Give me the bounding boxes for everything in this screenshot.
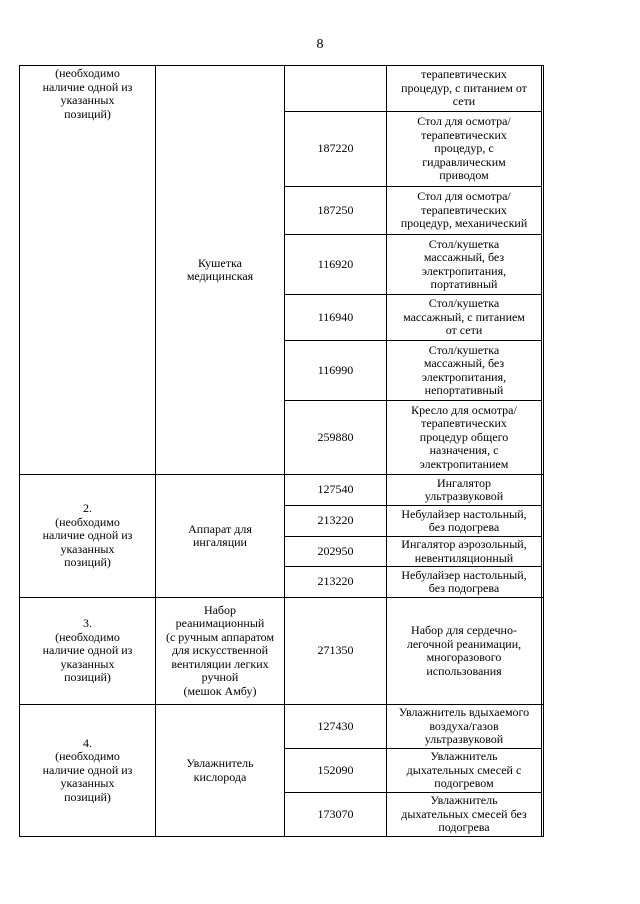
code-cell: 116940 xyxy=(285,295,387,341)
equipment-name-cell: Набор реанимационный (с ручным аппаратом для искусственной вентиляции легких ручной (мешок Амбу) xyxy=(156,598,285,705)
description-cell: Ингалятор аэрозольный, невентиляционный xyxy=(387,537,542,567)
quantity-cell xyxy=(542,66,544,475)
code-cell: 127430 xyxy=(285,705,387,749)
description-cell: Небулайзер настольный, без подогрева xyxy=(387,506,542,537)
code-cell: 116920 xyxy=(285,235,387,295)
code-cell: 116990 xyxy=(285,341,387,401)
quantity-cell xyxy=(542,705,544,837)
description-cell: Увлажнитель вдыхаемого воздуха/газов ультразвуковой xyxy=(387,705,542,749)
table-row xyxy=(20,705,544,749)
description-cell: Стол для осмотра/ терапевтических процедур, с гидравлическим приводом xyxy=(387,112,542,187)
table-row xyxy=(20,66,544,112)
page-number: 8 xyxy=(316,37,324,52)
equipment-name-cell: Кушетка медицинская xyxy=(156,66,285,475)
code-cell: 213220 xyxy=(285,567,387,598)
quantity-cell xyxy=(542,598,544,705)
description-cell: Стол/кушетка массажный, с питанием от сети xyxy=(387,295,542,341)
description-cell: терапевтических процедур, с питанием от сети xyxy=(387,66,542,112)
code-cell: 187220 xyxy=(285,112,387,187)
code-cell: 173070 xyxy=(285,793,387,837)
code-cell xyxy=(285,66,387,112)
equipment-name-cell: Аппарат для ингаляции xyxy=(156,475,285,598)
description-cell: Увлажнитель дыхательных смесей без подогрева xyxy=(387,793,542,837)
description-cell: Стол/кушетка массажный, без электропитания, портативный xyxy=(387,235,542,295)
group-number-cell: 4. (необходимо наличие одной из указанных позиций) xyxy=(20,705,156,837)
description-cell: Стол/кушетка массажный, без электропитания, непортативный xyxy=(387,341,542,401)
description-cell: Увлажнитель дыхательных смесей с подогревом xyxy=(387,749,542,793)
code-cell: 127540 xyxy=(285,475,387,506)
code-cell: 187250 xyxy=(285,187,387,235)
group-number-cell: (необходимо наличие одной из указанных позиций) xyxy=(20,66,156,475)
description-cell: Кресло для осмотра/ терапевтических процедур общего назначения, с электропитанием xyxy=(387,401,542,475)
group-number-cell: 2. (необходимо наличие одной из указанных позиций) xyxy=(20,475,156,598)
description-cell: Набор для сердечно- легочной реанимации, многоразового использования xyxy=(387,598,542,705)
code-cell: 259880 xyxy=(285,401,387,475)
code-cell: 202950 xyxy=(285,537,387,567)
table-row xyxy=(20,475,544,506)
code-cell: 213220 xyxy=(285,506,387,537)
table-row xyxy=(20,598,544,705)
equipment-table xyxy=(19,65,544,837)
code-cell: 152090 xyxy=(285,749,387,793)
description-cell: Небулайзер настольный, без подогрева xyxy=(387,567,542,598)
equipment-name-cell: Увлажнитель кислорода xyxy=(156,705,285,837)
description-cell: Ингалятор ультразвуковой xyxy=(387,475,542,506)
group-number-cell: 3. (необходимо наличие одной из указанных позиций) xyxy=(20,598,156,705)
quantity-cell xyxy=(542,475,544,598)
code-cell: 271350 xyxy=(285,598,387,705)
description-cell: Стол для осмотра/ терапевтических процедур, механический xyxy=(387,187,542,235)
